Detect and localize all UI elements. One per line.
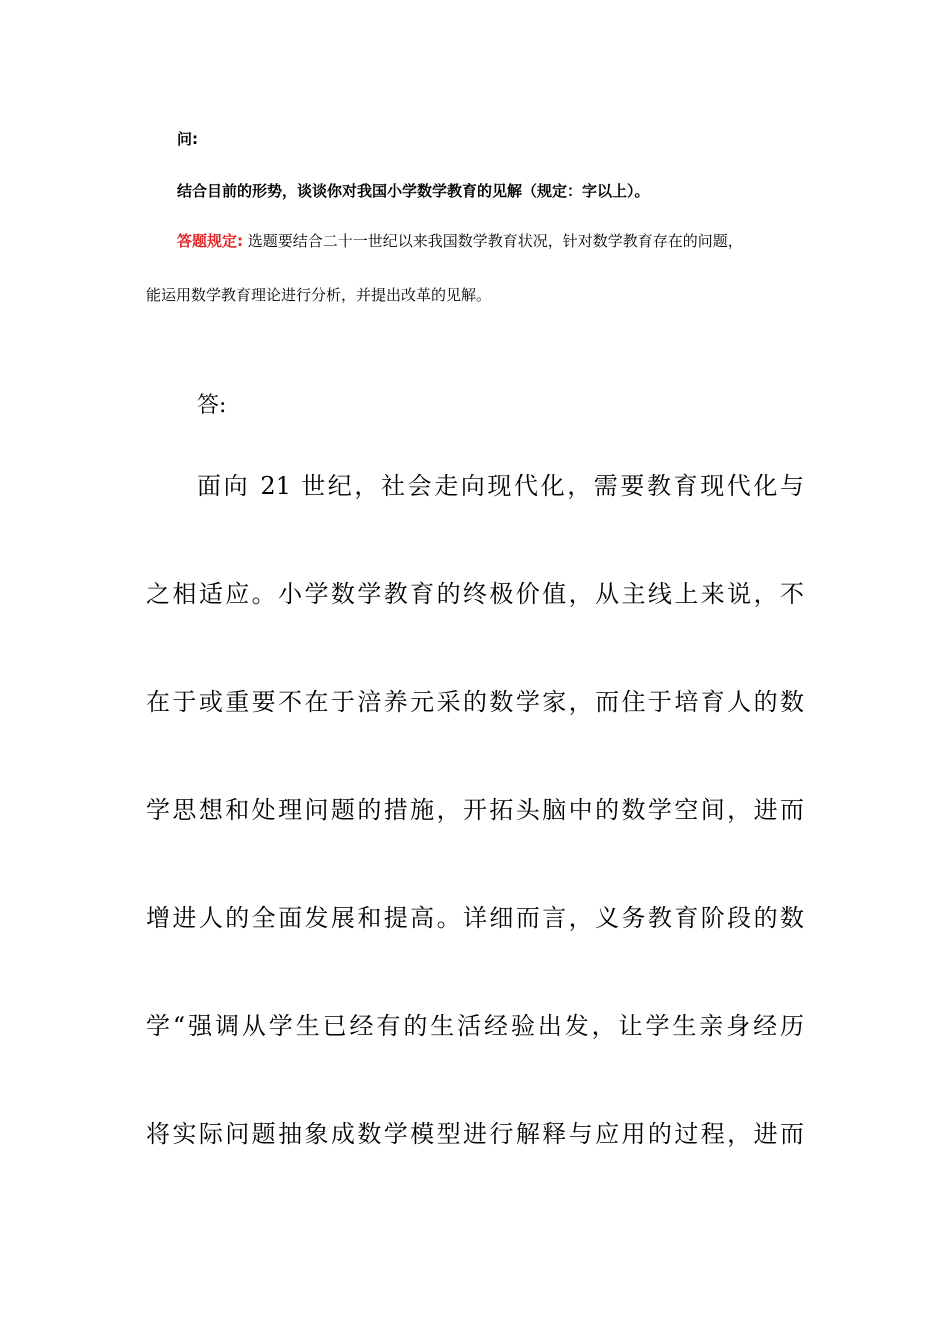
requirement-label: 答题规定:: [177, 232, 243, 250]
answer-line-7: 将实际问题抽象成数学模型进行解释与应用的过程，进而: [146, 1120, 804, 1148]
question-label: 问:: [177, 130, 198, 148]
answer-line-3: 在于或重要不在于涪养元采的数学家，而住于培育人的数: [146, 688, 804, 716]
answer-line-1: 面向 21 世纪，社会走向现代化，需要教育现代化与: [197, 472, 804, 500]
answer-line-2: 之相适应。小学数学教育的终极价值，从主线上来说，不: [146, 580, 804, 608]
answer-line-6: 学“强调从学生已经有的生活经验出发，让学生亲身经历: [146, 1012, 804, 1040]
requirement-line-2: 能运用数学教育理论进行分析，并提出改革的见解。: [146, 286, 492, 304]
requirement-text-1: 选题要结合二十一世纪以来我国数学教育状况，针对数学教育存在的问题，: [247, 232, 743, 250]
answer-label: 答:: [197, 393, 227, 418]
requirement-line-1: [177, 230, 743, 251]
question-text: 结合目前的形势，谈谈你对我国小学数学教育的见解（规定：字以上）。: [177, 182, 650, 200]
answer-line-4: 学思想和处理问题的措施，开拓头脑中的数学空间，进而: [146, 796, 804, 824]
answer-line-5: 增进人的全面发展和提高。详细而言，义务教育阶段的数: [146, 904, 804, 932]
